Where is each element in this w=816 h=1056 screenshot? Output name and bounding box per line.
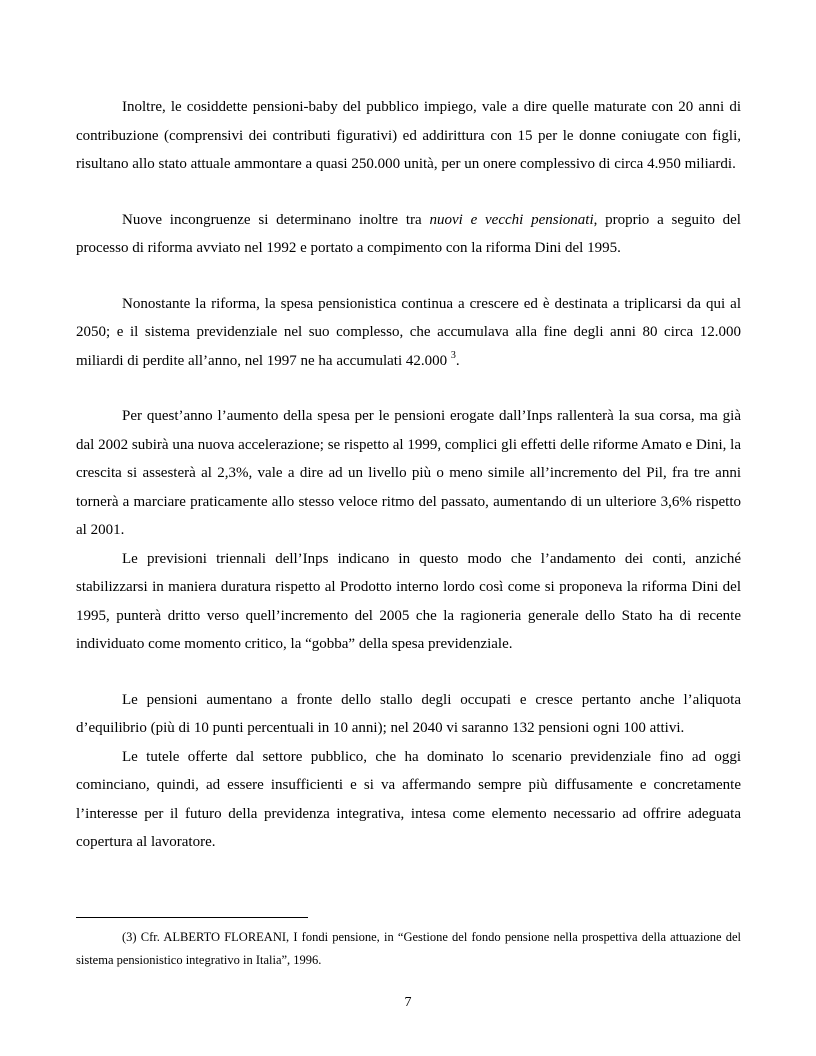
paragraph-spesa-pensionistica [76, 290, 741, 376]
emphasis-nuovi-vecchi-pensionati: nuovi e vecchi pensionati [429, 211, 594, 228]
paragraph-aumento-spesa-inps: Per quest’anno l’aumento della spesa per le pensioni erogate dall’Inps rallenterà la sua corsa, ma già dal 2002 subirà una nuova accelerazione; se rispetto al 1999, complici gli effetti delle riforme Amato e Dini, la crescita si assesterà al 2,3%, vale a dire ad un livello più o meno simile all’incremento del Pil, fra tre anni tornerà a marciare praticamente allo stesso veloce ritmo del passato, aumentando di un ulteriore 3,6% rispetto al 2001. [76, 408, 741, 538]
paragraph-pensioni-baby: Inoltre, le cosiddette pensioni-baby del pubblico impiego, vale a dire quelle maturate con 20 anni di contribuzione (comprensivi dei contributi figurativi) ed addirittura con 15 per le donne coniugate con figli, risultano allo stato attuale ammontare a quasi 250.000 unità, per un onere complessivo di circa 4.950 miliardi. [76, 99, 741, 172]
paragraph-gap [76, 263, 741, 290]
paragraph-previsioni-triennali: Le previsioni triennali dell’Inps indicano in questo modo che l’andamento dei conti, anziché stabilizzarsi in maniera duratura rispetto al Prodotto interno lordo così come si proponeva la riforma Dini del 1995, punterà dritto verso quell’incremento del 2005 che la ragioneria generale dello Stato ha di recente individuato come momento critico, la “gobba” della spesa previdenziale. [76, 550, 741, 652]
paragraph-gap [76, 659, 741, 686]
paragraph-incongruenze [76, 206, 741, 263]
footnote-separator [76, 917, 308, 918]
paragraph-pensioni-aumentano: Le pensioni aumentano a fronte dello stallo degli occupati e cresce pertanto anche l’aliquota d’equilibrio (più di 10 punti percentuali in 10 anni); nel 2040 vi saranno 132 pensioni ogni 100 attivi. [76, 691, 741, 736]
paragraph-incongruenze-end: , proprio a seguito del processo di riforma avviato nel 1992 e portato a compimento con la riforma Dini del 1995. [76, 211, 741, 256]
paragraph-gap [76, 375, 741, 402]
footnote-3: (3) Cfr. ALBERTO FLOREANI, I fondi pensione, in “Gestione del fondo pensione nella prospettiva della attuazione del sistema pensionistico integrativo in Italia”, 1996. [76, 930, 741, 967]
paragraph-gap [76, 179, 741, 206]
paragraph-tutele-settore-pubblico: Le tutele offerte dal settore pubblico, che ha dominato lo scenario previdenziale fino ad oggi cominciano, quindi, ad essere insufficienti e si va affermando sempre più diffusamente e concretamente l’interesse per il futuro della previdenza integrativa, intesa come elemento necessario ad offrire adeguata copertura al lavoratore. [76, 748, 741, 850]
paragraph-spesa-end: . [455, 352, 460, 369]
paragraph-spesa-text: Nonostante la riforma, la spesa pensionistica continua a crescere ed è destinata a triplicarsi da qui al 2050; e il sistema previdenziale nel suo complesso, che accumulava alla fine degli anni 80 circa 12.000 miliardi di perdite all’anno, nel 1997 ne ha accumulati 42.000 [76, 295, 741, 369]
page-number: 7 [404, 995, 412, 1010]
footnote-reference: 3 [450, 349, 456, 361]
paragraph-incongruenze-start: Nuove incongruenze si determinano inoltre tra [122, 211, 430, 228]
page-body [76, 93, 741, 857]
